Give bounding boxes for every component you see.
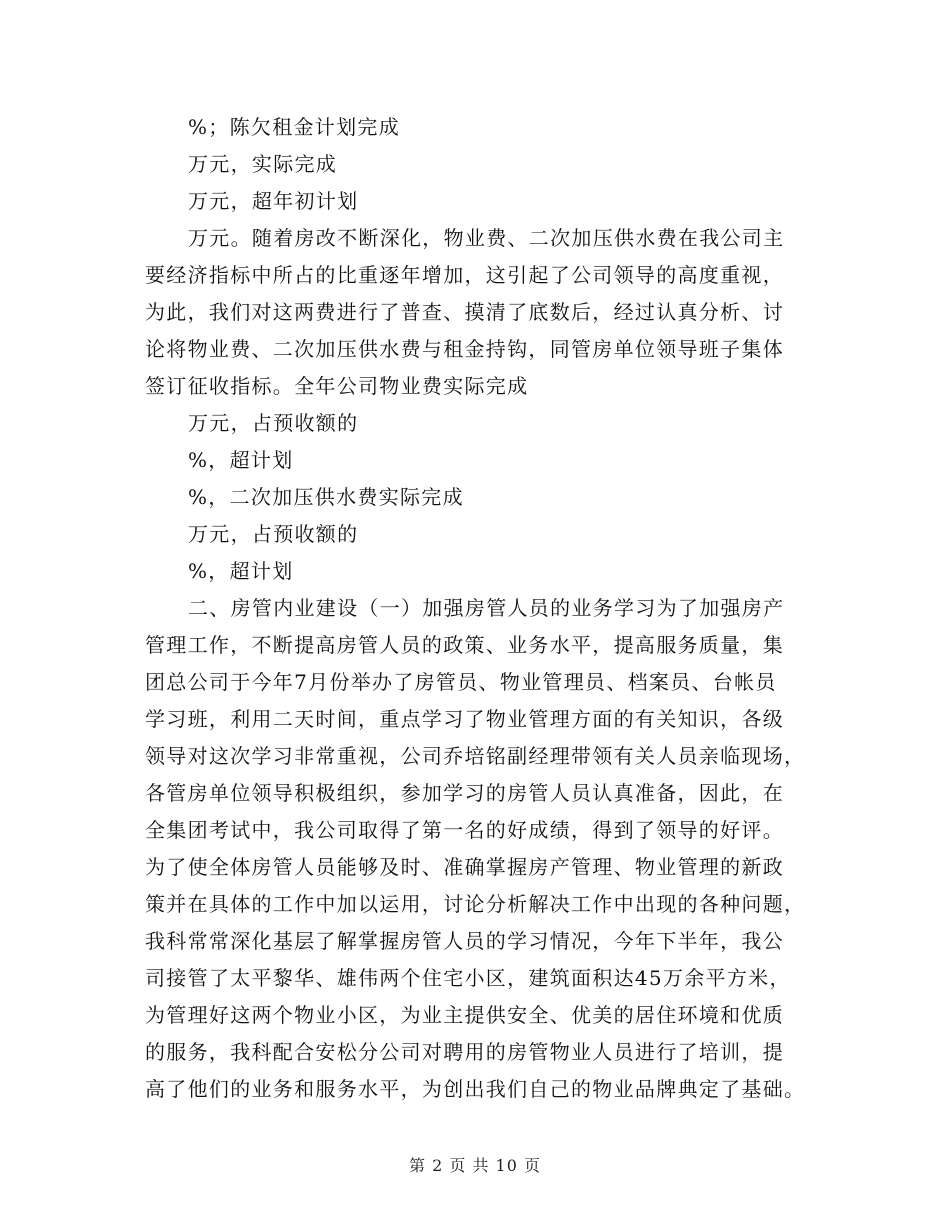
text-line-20: 全集团考试中，我公司取得了第一名的好成绩，得到了领导的好评。 — [145, 818, 784, 842]
text-line-2: 万元，实际完成 — [188, 152, 338, 176]
text-line-10: %，超计划 — [188, 448, 294, 472]
text-line-24: 司接管了太平黎华、雄伟两个住宅小区，建筑面积达45万余平方米， — [145, 966, 791, 990]
text-line-3: 万元，超年初计划 — [188, 189, 359, 213]
text-line-14: 二、房管内业建设（一）加强房管人员的业务学习为了加强房产 — [188, 596, 785, 620]
text-line-11: %，二次加压供水费实际完成 — [188, 485, 464, 509]
text-line-7: 论将物业费、二次加压供水费与租金持钩，同管房单位领导班子集体 — [145, 337, 784, 361]
text-line-22: 策并在具体的工作中加以运用，讨论分析解决工作中出现的各种问题， — [145, 892, 806, 916]
text-line-17: 学习班，利用二天时间，重点学习了物业管理方面的有关知识，各级 — [145, 707, 784, 731]
text-line-25: 为管理好这两个物业小区，为业主提供安全、优美的居住环境和优质 — [145, 1003, 784, 1027]
text-line-9: 万元，占预收额的 — [188, 411, 359, 435]
text-line-6: 为此，我们对这两费进行了普查、摸清了底数后，经过认真分析、讨 — [145, 300, 784, 324]
text-line-15: 管理工作，不断提高房管人员的政策、业务水平，提高服务质量，集 — [145, 633, 784, 657]
text-line-5: 要经济指标中所占的比重逐年增加，这引起了公司领导的高度重视， — [145, 263, 784, 287]
text-line-18: 领导对这次学习非常重视，公司乔培铭副经理带领有关人员亲临现场， — [145, 744, 806, 768]
text-line-13: %，超计划 — [188, 559, 294, 583]
page-number-footer: 第 2 页 共 10 页 — [409, 1156, 541, 1175]
text-line-19: 各管房单位领导积极组织，参加学习的房管人员认真准备，因此，在 — [145, 781, 784, 805]
text-line-1: %；陈欠租金计划完成 — [188, 115, 401, 139]
text-line-4: 万元。随着房改不断深化，物业费、二次加压供水费在我公司主 — [188, 226, 785, 250]
text-line-26: 的服务，我科配合安松分公司对聘用的房管物业人员进行了培训，提 — [145, 1040, 784, 1064]
text-line-8: 签订征收指标。全年公司物业费实际完成 — [145, 374, 529, 398]
text-line-12: 万元，占预收额的 — [188, 522, 359, 546]
text-line-23: 我科常常深化基层了解掌握房管人员的学习情况，今年下半年，我公 — [145, 929, 784, 953]
text-line-27: 高了他们的业务和服务水平，为创出我们自己的物业品牌典定了基础。 — [145, 1077, 806, 1101]
text-line-16: 团总公司于今年7月份举办了房管员、物业管理员、档案员、台帐员 — [145, 670, 777, 694]
text-line-21: 为了使全体房管人员能够及时、准确掌握房产管理、物业管理的新政 — [145, 855, 784, 879]
